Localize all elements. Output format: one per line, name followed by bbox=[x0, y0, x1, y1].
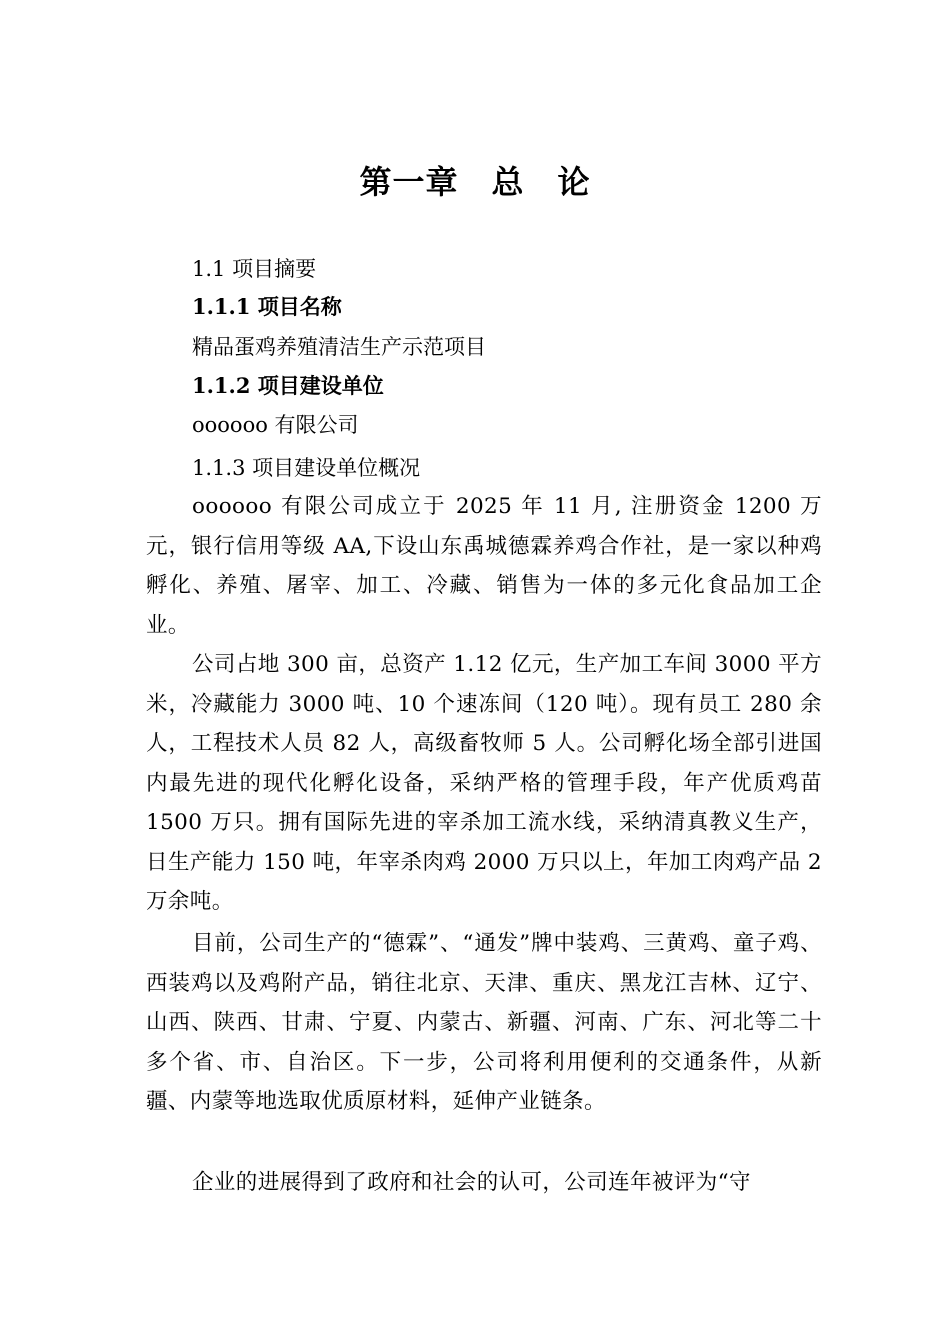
paragraph-products-sales: 目前，公司生产的“德霖”、“通发”牌中装鸡、三黄鸡、童子鸡、西装鸡以及鸡附产品，销往北京、天津、重庆、黑龙江吉林、辽宁、山西、陕西、甘肃、宁夏、内蒙古、新疆、河南、广东、河北等二十多个省、市、自治区。下一步，公司将利用便利的交通条件，从新疆、内蒙等地选取优质原材料，延伸产业链条。 bbox=[146, 931, 822, 1114]
project-name: 精品蛋鸡养殖清洁生产示范项目 bbox=[192, 335, 486, 359]
paragraph-company-scale: 公司占地 300 亩，总资产 1.12 亿元，生产加工车间 3000 平方米，冷藏能力 3000 吨、10 个速冻间（120 吨）。现有员工 280 余人，工程技术人员 82 人，高级畜牧师 5 人。公司孵化场全部引进国内最先进的现代化孵化设备，采纳严格的管理手段，年产优质鸡苗 1500 万只。拥有国际先进的宰杀加工流水线，采纳清真教义生产，日生产能力 150 吨，年宰杀肉鸡 2000 万只以上，年加工肉鸡产品 2 万余吨。 bbox=[146, 652, 822, 914]
section-heading-1-1-1: 1.1.1 项目名称 bbox=[192, 294, 342, 319]
paragraph-recognition: 企业的进展得到了政府和社会的认可，公司连年被评为“守 bbox=[192, 1170, 751, 1195]
chapter-title: 第一章 总 论 bbox=[359, 163, 591, 201]
section-heading-1-1-2: 1.1.2 项目建设单位 bbox=[192, 373, 384, 398]
section-heading-1-1: 1.1 项目摘要 bbox=[192, 257, 317, 281]
construction-unit-name: oooooo 有限公司 bbox=[192, 413, 359, 437]
section-heading-1-1-3: 1.1.3 项目建设单位概况 bbox=[192, 456, 421, 480]
paragraph-company-founding: oooooo 有限公司成立于 2025 年 11 月, 注册资金 1200 万元，银行信用等级 AA,下设山东禹城德霖养鸡合作社，是一家以种鸡孵化、养殖、屠宰、加工、冷藏、销售为一体的多元化食品加工企业。 bbox=[146, 494, 822, 638]
